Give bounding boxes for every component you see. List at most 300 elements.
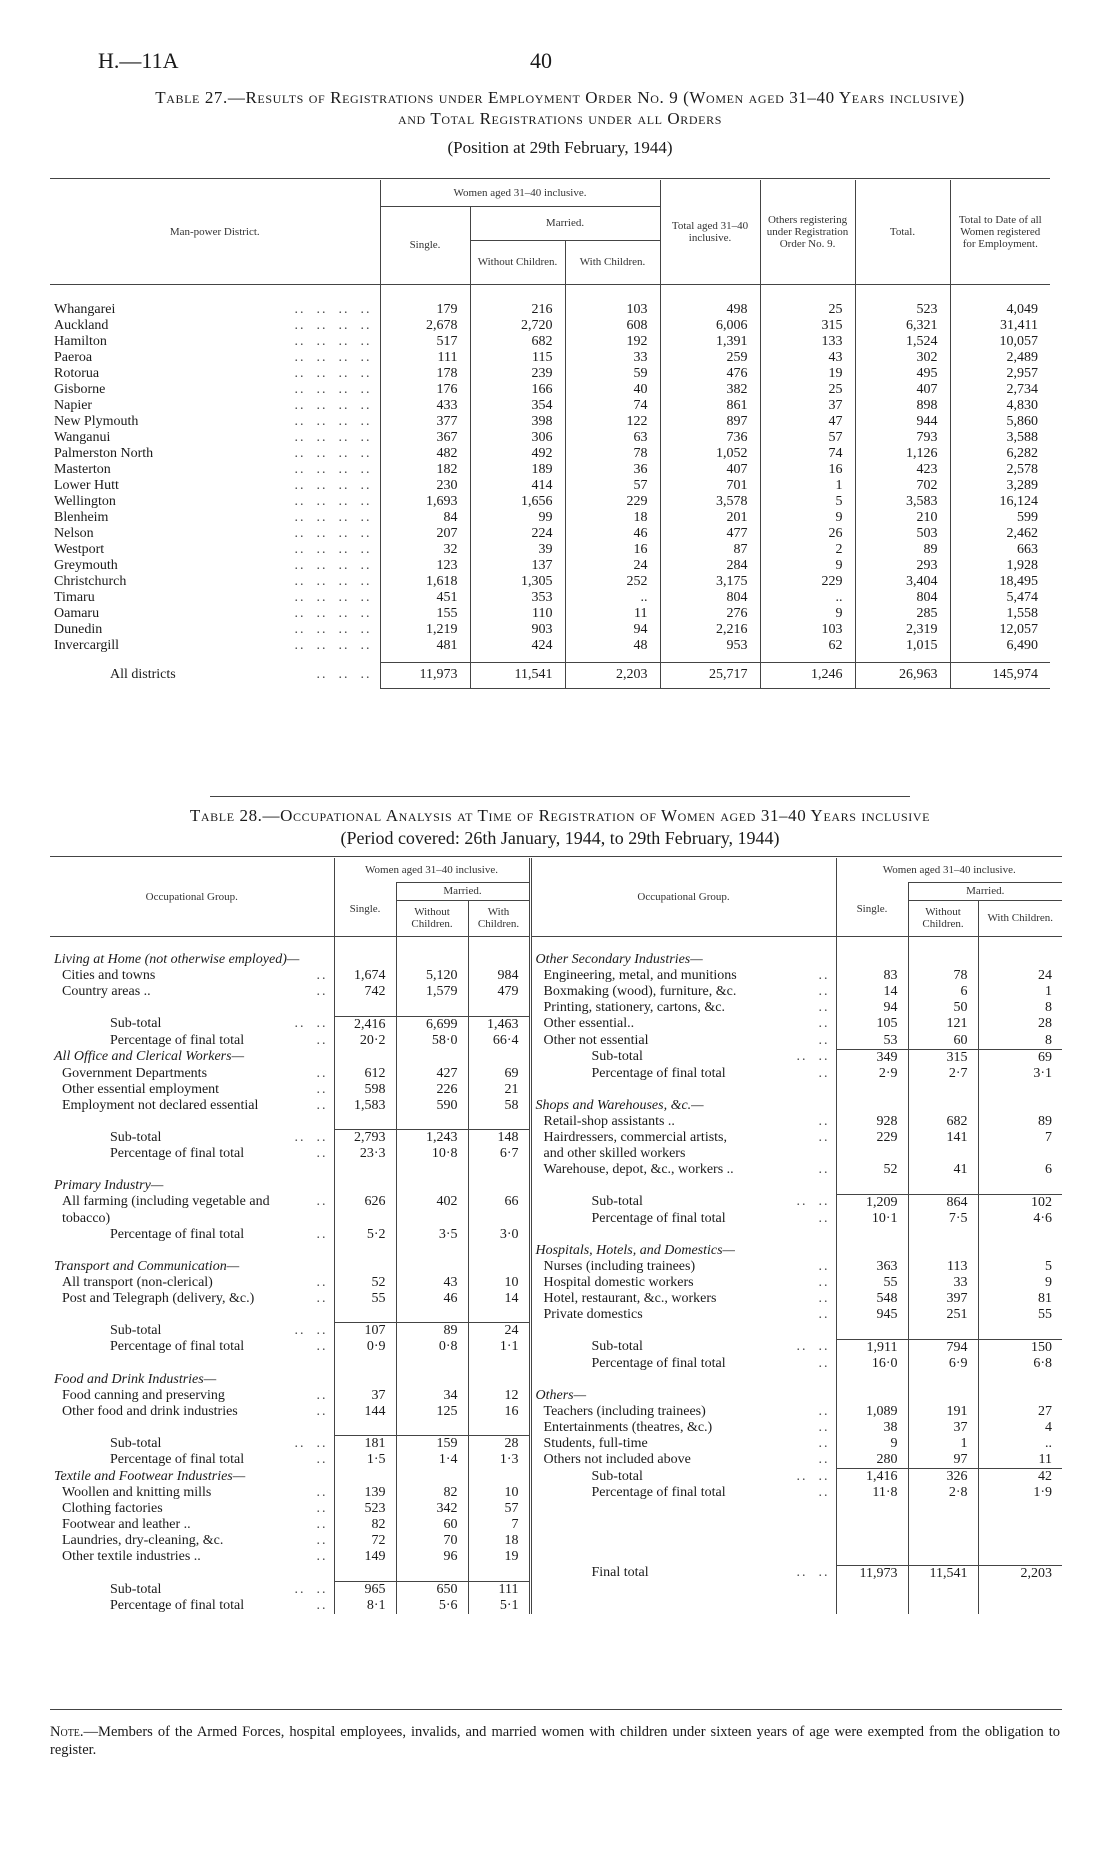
cell-value: 482 xyxy=(380,446,470,462)
cell-value: 414 xyxy=(470,478,565,494)
cell-value: 10·8 xyxy=(396,1146,468,1162)
cell-value: 2 xyxy=(760,542,855,558)
cell-value: 28 xyxy=(978,1016,1062,1033)
cell-value: 111 xyxy=(468,1582,530,1599)
cell-value: 276 xyxy=(660,606,760,622)
cell-value: 14 xyxy=(468,1291,530,1307)
cell-value: 18,495 xyxy=(950,574,1050,590)
cell-value: 224 xyxy=(470,526,565,542)
table-row xyxy=(50,1114,1062,1130)
table-row xyxy=(50,510,1050,526)
cell-value: 3,289 xyxy=(950,478,1050,494)
district-name: Auckland .. .. .. .. xyxy=(54,318,372,333)
cell-value: 903 xyxy=(470,622,565,638)
cell-value: 239 xyxy=(470,366,565,382)
district-name: Palmerston North .. .. .. .. xyxy=(54,446,372,461)
occupational-group-label: Percentage of final total .. xyxy=(530,1485,836,1501)
cell-value: 433 xyxy=(380,398,470,414)
table-row xyxy=(50,1082,1062,1098)
cell-value: 181 xyxy=(334,1436,396,1453)
cell-value: 2,319 xyxy=(855,622,950,638)
cell-value: 702 xyxy=(855,478,950,494)
cell-value: 139 xyxy=(334,1485,396,1501)
table-row xyxy=(50,1259,1062,1275)
cell-value: 16,124 xyxy=(950,494,1050,510)
cell-value: 1,015 xyxy=(855,638,950,654)
occupational-group-label: Sub-total .. .. xyxy=(110,1129,328,1145)
cell-value: 742 xyxy=(334,984,396,1000)
cell-value: 201 xyxy=(660,510,760,526)
cell-value: 178 xyxy=(380,366,470,382)
total-value: 145,974 xyxy=(950,662,1050,688)
cell-value: 1 xyxy=(760,478,855,494)
occupational-group-label: Woollen and knitting mills .. xyxy=(62,1485,328,1500)
occupational-group-label: Final total .. .. xyxy=(530,1565,836,1582)
cell-value: 70 xyxy=(396,1533,468,1549)
occupational-group-label: Hospitals, Hotels, and Domestics— xyxy=(530,1243,836,1259)
cell-value: 2,489 xyxy=(950,350,1050,366)
cell-value: 928 xyxy=(836,1114,908,1130)
occupational-group-label: Sub-total .. .. xyxy=(110,1581,328,1597)
table-row xyxy=(50,366,1050,382)
table-row xyxy=(50,494,1050,510)
cell-value: 5 xyxy=(978,1259,1062,1275)
cell-value: 87 xyxy=(660,542,760,558)
occupational-group-label: Sub-total .. .. xyxy=(530,1469,836,1486)
t27-col-total: Total. xyxy=(855,180,950,284)
cell-value: 113 xyxy=(908,1259,978,1275)
cell-value: .. xyxy=(760,590,855,606)
cell-value: 945 xyxy=(836,1307,908,1323)
cell-value: 52 xyxy=(836,1162,908,1178)
cell-value: 1,928 xyxy=(950,558,1050,574)
cell-value: 57 xyxy=(468,1501,530,1517)
cell-value: 599 xyxy=(950,510,1050,526)
table27-title-line1: Table 27.—Results of Registrations under Employment Order No. 9 (Women aged 31–40 Years inclusive) xyxy=(155,88,965,107)
table-row xyxy=(50,302,1050,318)
cell-value: 944 xyxy=(855,414,950,430)
cell-value: 479 xyxy=(468,984,530,1000)
cell-value: 11,541 xyxy=(908,1565,978,1582)
occupational-group-label: Country areas .. .. xyxy=(62,984,328,999)
cell-value: 66 xyxy=(468,1194,530,1211)
occupational-group-label: Sub-total .. .. xyxy=(110,1322,328,1338)
cell-value: 72 xyxy=(334,1533,396,1549)
cell-value: 612 xyxy=(334,1066,396,1082)
cell-value: 1·4 xyxy=(396,1452,468,1468)
t27-col-district: Man-power District. xyxy=(169,225,260,238)
cell-value: 226 xyxy=(396,1082,468,1098)
occupational-group-label: Shops and Warehouses, &c.— xyxy=(530,1098,836,1114)
cell-value: 69 xyxy=(978,1049,1062,1066)
table27 xyxy=(50,180,1050,689)
cell-value: 82 xyxy=(334,1517,396,1533)
footnote-text: —Members of the Armed Forces, hospital employees, invalids, and married women with children under sixteen years of age were exempted from the obligation to register. xyxy=(50,1724,1060,1758)
t28-right-col-single: Single. xyxy=(836,882,908,936)
cell-value: 57 xyxy=(760,430,855,446)
table-row xyxy=(50,350,1050,366)
t27-col-others: Others registering under Registration Order No. 9. xyxy=(760,180,855,284)
t27-col-date-total: Total to Date of all Women registered for Employment. xyxy=(950,180,1050,284)
t28-left-col-without: Without Children. xyxy=(396,900,468,936)
cell-value: 8 xyxy=(978,1000,1062,1016)
cell-value: 11 xyxy=(565,606,660,622)
cell-value: 210 xyxy=(855,510,950,526)
cell-value: 701 xyxy=(660,478,760,494)
table-row xyxy=(50,1501,1062,1517)
cell-value: 50 xyxy=(908,1000,978,1016)
occupational-group-label: Percentage of final total .. xyxy=(530,1066,836,1082)
occupational-group-label: Other not essential .. xyxy=(530,1033,836,1049)
district-name: Wanganui .. .. .. .. xyxy=(54,430,372,445)
cell-value: 1·9 xyxy=(978,1485,1062,1501)
cell-value: 293 xyxy=(855,558,950,574)
table-row xyxy=(50,398,1050,414)
cell-value: 424 xyxy=(470,638,565,654)
occupational-group-label: Employment not declared essential .. xyxy=(62,1097,328,1113)
cell-value: 59 xyxy=(565,366,660,382)
table-row xyxy=(50,1452,1062,1468)
occupational-group-label: All Office and Clerical Workers— xyxy=(54,1049,245,1065)
cell-value: 189 xyxy=(470,462,565,478)
table-row xyxy=(50,382,1050,398)
district-name: Blenheim .. .. .. .. xyxy=(54,510,372,525)
table-row xyxy=(50,1098,1062,1114)
cell-value: 6,699 xyxy=(396,1016,468,1033)
cell-value: 1·5 xyxy=(334,1452,396,1468)
district-name: Wellington .. .. .. .. xyxy=(54,494,372,509)
t28-left-col-single: Single. xyxy=(334,882,396,936)
cell-value: .. xyxy=(565,590,660,606)
table-row xyxy=(50,318,1050,334)
occupational-group-label: Others not included above .. xyxy=(530,1452,836,1468)
occupational-group-label: Footwear and leather .. .. xyxy=(62,1517,328,1532)
cell-value: 166 xyxy=(470,382,565,398)
total-row xyxy=(50,662,1050,688)
occupational-group-label: Transport and Communication— xyxy=(54,1258,240,1274)
cell-value: 43 xyxy=(760,350,855,366)
table27-title-line2: and Total Registrations under all Orders xyxy=(398,109,722,128)
cell-value: 179 xyxy=(380,302,470,318)
cell-value: 182 xyxy=(380,462,470,478)
table-row xyxy=(50,606,1050,622)
cell-value: 6·8 xyxy=(978,1356,1062,1372)
cell-value: 1,089 xyxy=(836,1404,908,1420)
cell-value: 9 xyxy=(760,510,855,526)
cell-value: 33 xyxy=(565,350,660,366)
t27-col-total-aged: Total aged 31–40 inclusive. xyxy=(660,180,760,284)
cell-value: 24 xyxy=(978,968,1062,984)
occupational-group-label: Hotel, restaurant, &c., workers .. xyxy=(530,1291,836,1307)
table-row xyxy=(50,1388,1062,1404)
cell-value: 6,321 xyxy=(855,318,950,334)
table27-subtitle: (Position at 29th February, 1944) xyxy=(447,138,673,157)
table-row xyxy=(50,1420,1062,1436)
cell-value: 1,052 xyxy=(660,446,760,462)
occupational-group-label: Percentage of final total .. xyxy=(110,1226,328,1242)
cell-value: 6 xyxy=(908,984,978,1000)
cell-value: 55 xyxy=(334,1291,396,1307)
cell-value: 18 xyxy=(565,510,660,526)
cell-value: 1,583 xyxy=(334,1098,396,1114)
cell-value: 9 xyxy=(978,1275,1062,1291)
cell-value: 84 xyxy=(380,510,470,526)
cell-value: 3,588 xyxy=(950,430,1050,446)
cell-value: 229 xyxy=(760,574,855,590)
occupational-group-label: Percentage of final total .. xyxy=(110,1032,328,1048)
table-row xyxy=(50,1146,1062,1162)
table-row xyxy=(50,526,1050,542)
cell-value: 302 xyxy=(855,350,950,366)
cell-value: 1,391 xyxy=(660,334,760,350)
cell-value: 427 xyxy=(396,1066,468,1082)
table-row xyxy=(50,478,1050,494)
cell-value: 382 xyxy=(660,382,760,398)
cell-value: 47 xyxy=(760,414,855,430)
cell-value: 953 xyxy=(660,638,760,654)
cell-value: 397 xyxy=(908,1291,978,1307)
cell-value: 32 xyxy=(380,542,470,558)
document-reference: H.—11A xyxy=(98,48,179,73)
district-name: Nelson .. .. .. .. xyxy=(54,526,372,541)
district-name: Christchurch .. .. .. .. xyxy=(54,574,372,589)
cell-value: 16 xyxy=(760,462,855,478)
table-row xyxy=(50,622,1050,638)
occupational-group-label: Food canning and preserving .. xyxy=(62,1387,328,1403)
table-row xyxy=(50,984,1062,1000)
cell-value: 41 xyxy=(908,1162,978,1178)
occupational-group-label: All transport (non-clerical) .. xyxy=(62,1274,328,1290)
cell-value: 159 xyxy=(396,1436,468,1453)
table-row xyxy=(50,430,1050,446)
cell-value: 3·1 xyxy=(978,1066,1062,1082)
district-name: Gisborne .. .. .. .. xyxy=(54,382,372,397)
cell-value: 74 xyxy=(565,398,660,414)
cell-value: 16 xyxy=(468,1404,530,1420)
cell-value: 5,860 xyxy=(950,414,1050,430)
cell-value: 43 xyxy=(396,1275,468,1291)
cell-value: 1·1 xyxy=(468,1339,530,1356)
cell-value: 407 xyxy=(660,462,760,478)
occupational-group-label: Textile and Footwear Industries— xyxy=(54,1468,246,1484)
cell-value: 2,793 xyxy=(334,1130,396,1147)
cell-value: 377 xyxy=(380,414,470,430)
t28-right-col-married: Married. xyxy=(908,882,1062,900)
district-name: Rotorua .. .. .. .. xyxy=(54,366,372,381)
cell-value: 2,416 xyxy=(334,1016,396,1033)
table-row xyxy=(50,1307,1062,1323)
district-name: Hamilton .. .. .. .. xyxy=(54,334,372,349)
cell-value: 150 xyxy=(978,1339,1062,1356)
occupational-group-label: Percentage of final total .. xyxy=(110,1339,328,1355)
cell-value: 97 xyxy=(908,1452,978,1468)
occupational-group-label: Post and Telegraph (delivery, &c.) .. xyxy=(62,1290,328,1306)
cell-value: 1,579 xyxy=(396,984,468,1000)
occupational-group-label: Living at Home (not otherwise employed)— xyxy=(54,952,300,967)
occupational-group-label: Students, full-time .. xyxy=(530,1436,836,1453)
table-row xyxy=(50,952,1062,968)
cell-value: 25 xyxy=(760,302,855,318)
district-name: Oamaru .. .. .. .. xyxy=(54,606,372,621)
cell-value: 663 xyxy=(950,542,1050,558)
occupational-group-label: Hairdressers, commercial artists, .. xyxy=(530,1130,836,1147)
cell-value: 103 xyxy=(565,302,660,318)
cell-value: 12 xyxy=(468,1388,530,1404)
cell-value: 24 xyxy=(565,558,660,574)
cell-value: 523 xyxy=(855,302,950,318)
occupational-group-label: Laundries, dry-cleaning, &c. .. xyxy=(62,1533,328,1548)
cell-value: 0·8 xyxy=(396,1339,468,1356)
cell-value: 517 xyxy=(380,334,470,350)
occupational-group-label: Engineering, metal, and munitions .. xyxy=(530,968,836,984)
cell-value: 804 xyxy=(855,590,950,606)
district-name: Napier .. .. .. .. xyxy=(54,398,372,413)
cell-value: 477 xyxy=(660,526,760,542)
cell-value: 5·6 xyxy=(396,1598,468,1614)
cell-value: 864 xyxy=(908,1194,978,1211)
occupational-group-label: Cities and towns .. xyxy=(62,968,328,983)
cell-value: 326 xyxy=(908,1469,978,1486)
cell-value: 89 xyxy=(978,1114,1062,1130)
cell-value: 804 xyxy=(660,590,760,606)
cell-value: 63 xyxy=(565,430,660,446)
table-row xyxy=(50,446,1050,462)
table-row xyxy=(50,414,1050,430)
footnote-lead: Note. xyxy=(50,1724,84,1740)
cell-value: 83 xyxy=(836,968,908,984)
cell-value: 105 xyxy=(836,1016,908,1033)
district-name: Timaru .. .. .. .. xyxy=(54,590,372,605)
table-row xyxy=(50,1436,1062,1453)
cell-value: 36 xyxy=(565,462,660,478)
cell-value: 590 xyxy=(396,1098,468,1114)
total-value: 11,541 xyxy=(470,662,565,688)
cell-value: 123 xyxy=(380,558,470,574)
cell-value: 58 xyxy=(468,1098,530,1114)
table-row xyxy=(50,1130,1062,1147)
cell-value: 1·3 xyxy=(468,1452,530,1468)
cell-value: 481 xyxy=(380,638,470,654)
cell-value: 11,973 xyxy=(836,1565,908,1582)
cell-value: 192 xyxy=(565,334,660,350)
cell-value: 74 xyxy=(760,446,855,462)
occupational-group-label: Warehouse, depot, &c., workers .. .. xyxy=(530,1162,836,1178)
cell-value: 608 xyxy=(565,318,660,334)
cell-value: 4,049 xyxy=(950,302,1050,318)
cell-value: 24 xyxy=(468,1323,530,1340)
cell-value: 1,911 xyxy=(836,1339,908,1356)
cell-value: 407 xyxy=(855,382,950,398)
cell-value: 1,656 xyxy=(470,494,565,510)
cell-value: 102 xyxy=(978,1194,1062,1211)
table-row xyxy=(50,574,1050,590)
cell-value: 121 xyxy=(908,1016,978,1033)
cell-value: 148 xyxy=(468,1130,530,1147)
cell-value: 16·0 xyxy=(836,1356,908,1372)
cell-value: 398 xyxy=(470,414,565,430)
cell-value: 229 xyxy=(836,1130,908,1147)
cell-value: 626 xyxy=(334,1194,396,1211)
cell-value: 99 xyxy=(470,510,565,526)
cell-value: 794 xyxy=(908,1339,978,1356)
cell-value: 55 xyxy=(978,1307,1062,1323)
occupational-group-label: Other Secondary Industries— xyxy=(530,952,836,968)
occupational-group-label: Percentage of final total .. xyxy=(110,1146,328,1161)
cell-value: 11 xyxy=(978,1452,1062,1468)
t28-right-col-with: With Children. xyxy=(978,900,1062,936)
cell-value: 354 xyxy=(470,398,565,414)
cell-value: 2,203 xyxy=(978,1565,1062,1582)
table-row xyxy=(50,1291,1062,1307)
occupational-group-label: Other essential employment .. xyxy=(62,1081,328,1097)
cell-value: 315 xyxy=(908,1049,978,1066)
cell-value: 2,720 xyxy=(470,318,565,334)
total-value: 1,246 xyxy=(760,662,855,688)
cell-value: 10 xyxy=(468,1275,530,1291)
table-row xyxy=(50,590,1050,606)
cell-value: 2·7 xyxy=(908,1066,978,1082)
table-row xyxy=(50,968,1062,984)
occupational-group-label: Percentage of final total .. xyxy=(530,1356,836,1372)
cell-value: 229 xyxy=(565,494,660,510)
cell-value: 495 xyxy=(855,366,950,382)
cell-value: 2,462 xyxy=(950,526,1050,542)
cell-value: 37 xyxy=(334,1388,396,1404)
cell-value: 125 xyxy=(396,1404,468,1420)
cell-value: 1,305 xyxy=(470,574,565,590)
occupational-group-label: Teachers (including trainees) .. xyxy=(530,1404,836,1420)
cell-value: 69 xyxy=(468,1066,530,1082)
cell-value: 363 xyxy=(836,1259,908,1275)
cell-value: 122 xyxy=(565,414,660,430)
cell-value: 1 xyxy=(978,984,1062,1000)
cell-value: 110 xyxy=(470,606,565,622)
t28-right-col-women-group: Women aged 31–40 inclusive. xyxy=(836,858,1062,882)
table-row xyxy=(50,1162,1062,1178)
cell-value: 7·5 xyxy=(908,1211,978,1227)
cell-value: 5·1 xyxy=(468,1598,530,1614)
cell-value: 3,578 xyxy=(660,494,760,510)
table-row xyxy=(50,1339,1062,1356)
occupational-group-label: Retail-shop assistants .. .. xyxy=(530,1114,836,1130)
cell-value: 349 xyxy=(836,1049,908,1066)
cell-value: 451 xyxy=(380,590,470,606)
occupational-group-label: tobacco) xyxy=(62,1210,111,1226)
cell-value: 60 xyxy=(908,1033,978,1049)
cell-value: 498 xyxy=(660,302,760,318)
cell-value: 1,219 xyxy=(380,622,470,638)
cell-value: 176 xyxy=(380,382,470,398)
occupational-group-label: Clothing factories .. xyxy=(62,1501,328,1516)
table-row xyxy=(50,1000,1062,1016)
cell-value: 6 xyxy=(978,1162,1062,1178)
cell-value: 10,057 xyxy=(950,334,1050,350)
cell-value: 81 xyxy=(978,1291,1062,1307)
t27-col-with: With Children. xyxy=(565,240,660,284)
table-row xyxy=(50,1469,1062,1486)
cell-value: 3,583 xyxy=(855,494,950,510)
t28-left-col-group: Occupational Group. xyxy=(145,890,238,903)
occupational-group-label: Sub-total .. .. xyxy=(530,1049,836,1066)
footnote xyxy=(50,1723,1060,1759)
cell-value: 2,957 xyxy=(950,366,1050,382)
page-number: 40 xyxy=(530,48,552,73)
occupational-group-label: Sub-total .. .. xyxy=(110,1016,328,1032)
cell-value: 38 xyxy=(836,1420,908,1436)
cell-value: 46 xyxy=(396,1291,468,1307)
district-name: Greymouth .. .. .. .. xyxy=(54,558,372,573)
cell-value: 31,411 xyxy=(950,318,1050,334)
